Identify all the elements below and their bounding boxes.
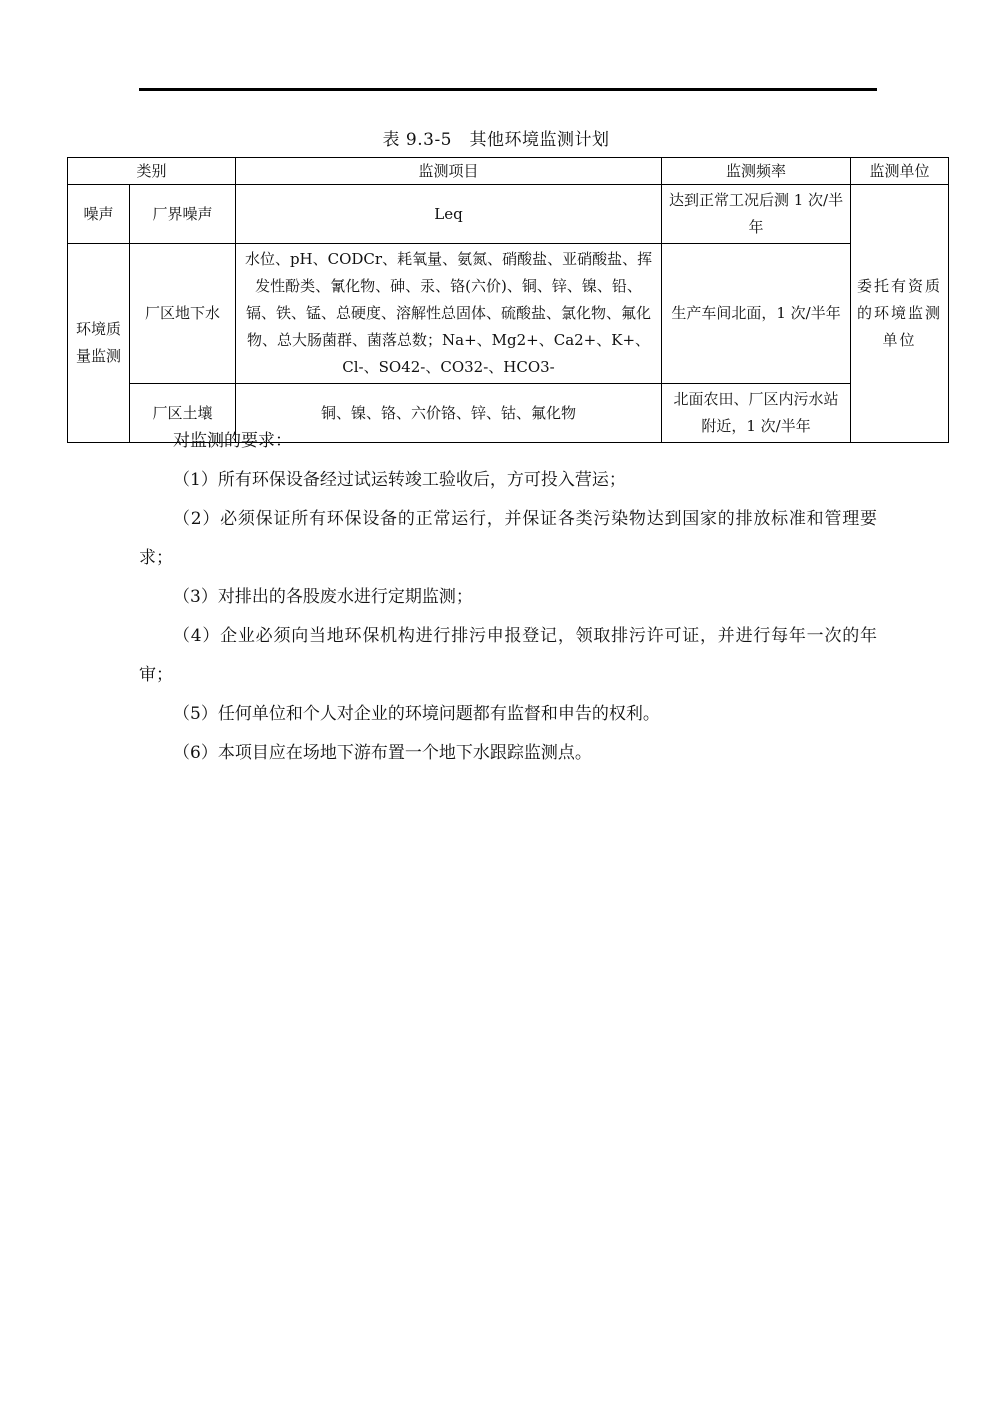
subcategory-cell: 厂界噪声 bbox=[130, 185, 236, 244]
category-cell: 噪声 bbox=[68, 185, 130, 244]
table-header-row bbox=[68, 158, 949, 185]
table-caption: 表 9.3-5 其他环境监测计划 bbox=[382, 130, 610, 150]
requirement-item: （4）企业必须向当地环保机构进行排污申报登记，领取排污许可证，并进行每年一次的年审； bbox=[139, 626, 877, 685]
frequency-cell: 北面农田、厂区内污水站附近，1 次/半年 bbox=[662, 384, 851, 443]
monitoring-plan-table bbox=[67, 157, 949, 443]
items-cell: 铜、镍、铬、六价铬、锌、钴、氟化物 bbox=[236, 384, 662, 443]
table-row bbox=[68, 244, 949, 384]
header-items: 监测项目 bbox=[236, 158, 662, 185]
requirement-item: （1）所有环保设备经过试运转竣工验收后，方可投入营运； bbox=[173, 470, 626, 490]
items-cell bbox=[236, 244, 662, 384]
header-category: 类别 bbox=[68, 158, 236, 185]
items-cell: Leq bbox=[236, 185, 662, 244]
requirement-item: （6）本项目应在场地下游布置一个地下水跟踪监测点。 bbox=[173, 743, 592, 763]
category-cell: 环境质量监测 bbox=[68, 244, 130, 443]
frequency-cell: 生产车间北面，1 次/半年 bbox=[662, 244, 851, 384]
subcategory-cell: 厂区土壤 bbox=[130, 384, 236, 443]
requirements-section bbox=[139, 422, 877, 773]
subcategory-cell: 厂区地下水 bbox=[130, 244, 236, 384]
requirement-item: （3）对排出的各股废水进行定期监测； bbox=[173, 587, 473, 607]
frequency-cell: 达到正常工况后测 1 次/半年 bbox=[662, 185, 851, 244]
header-frequency: 监测频率 bbox=[662, 158, 851, 185]
requirement-item: （2）必须保证所有环保设备的正常运行，并保证各类污染物达到国家的排放标准和管理要求； bbox=[139, 509, 877, 568]
unit-cell: 委托有资质的环境监测单位 bbox=[851, 185, 949, 443]
table-row bbox=[68, 185, 949, 244]
requirements-intro: 对监测的要求： bbox=[173, 431, 292, 451]
header-unit: 监测单位 bbox=[851, 158, 949, 185]
items-text: 水位、pH、CODCr、耗氧量、氨氮、硝酸盐、亚硝酸盐、挥发性酚类、氰化物、砷、汞、铬(六价)、铜、锌、镍、铅、镉、铁、锰、总硬度、溶解性总固体、硫酸盐、氯化物、氟化物、总大肠菌群、菌落总数；Na+、Mg2+、Ca2+、K+、Cl-、SO42-、CO32-、HCO3- bbox=[244, 250, 653, 376]
requirement-item: （5）任何单位和个人对企业的环境问题都有监督和申告的权利。 bbox=[173, 704, 660, 724]
header-rule bbox=[139, 88, 877, 91]
